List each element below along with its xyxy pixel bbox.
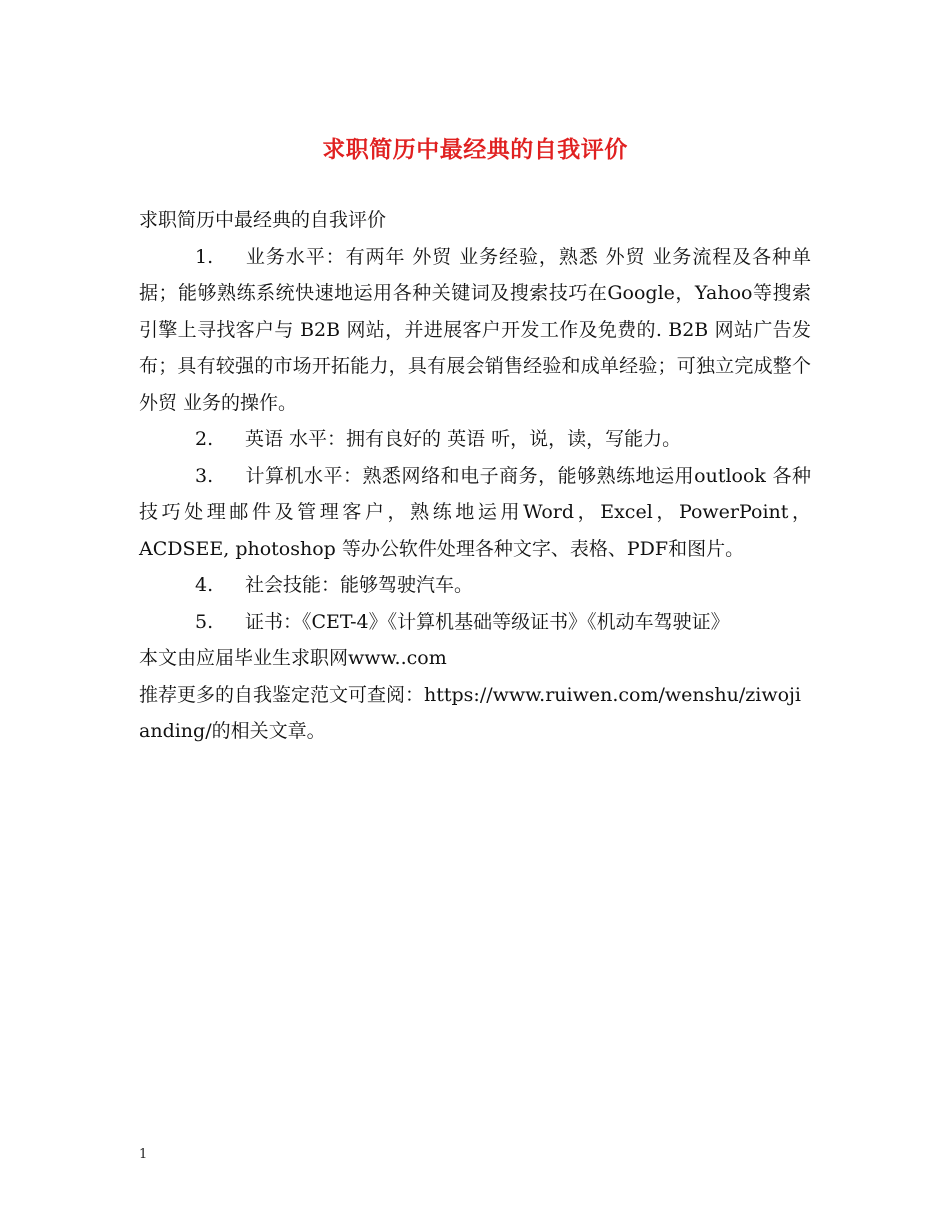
document-body xyxy=(139,202,811,750)
list-item-text: 业务水平：有两年 外贸 业务经验，熟悉 外贸 业务流程及各种单据；能够熟练系统快速地运用各种关键词及搜索技巧在Google，Yahoo等搜索引擎上寻找客户与 B2B 网站，并进展客户开发工作及免费的. B2B 网站广告发布；具有较强的市场开拓能力，具有展会销售经验和成单经验；可独立完成整个 外贸 业务的操作。 xyxy=(139,245,811,414)
list-item-1 xyxy=(139,239,811,422)
source-line: 本文由应届毕业生求职网www..com xyxy=(139,647,447,669)
recommend-line: 推荐更多的自我鉴定范文可查阅：https://www.ruiwen.com/wenshu/ziwojianding/的相关文章。 xyxy=(139,683,802,742)
list-item-text: 计算机水平：熟悉网络和电子商务，能够熟练地运用outlook 各种技巧处理邮件及管理客户，熟练地运用Word，Excel，PowerPoint，ACDSEE, photoshop 等办公软件处理各种文字、表格、PDF和图片。 xyxy=(139,464,811,560)
page-number: 1 xyxy=(139,1147,148,1162)
list-item-number: 1. xyxy=(195,245,214,268)
list-item-text: 英语 水平：拥有良好的 英语 听，说，读，写能力。 xyxy=(245,428,682,450)
list-item-number: 4. xyxy=(195,574,214,596)
list-item-3 xyxy=(139,458,811,568)
list-item-number: 3. xyxy=(195,464,214,487)
list-item-4 xyxy=(139,567,811,604)
list-item-2 xyxy=(139,421,811,458)
document-subtitle: 求职简历中最经典的自我评价 xyxy=(139,209,387,231)
list-item-number: 5. xyxy=(195,610,214,633)
list-item-text: 证书：《CET-4》《计算机基础等级证书》《机动车驾驶证》 xyxy=(245,610,730,633)
list-item-5 xyxy=(139,604,811,641)
document-title: 求职简历中最经典的自我评价 xyxy=(322,137,628,163)
list-item-text: 社会技能：能够驾驶汽车。 xyxy=(245,574,474,596)
list-item-number: 2. xyxy=(195,428,214,450)
